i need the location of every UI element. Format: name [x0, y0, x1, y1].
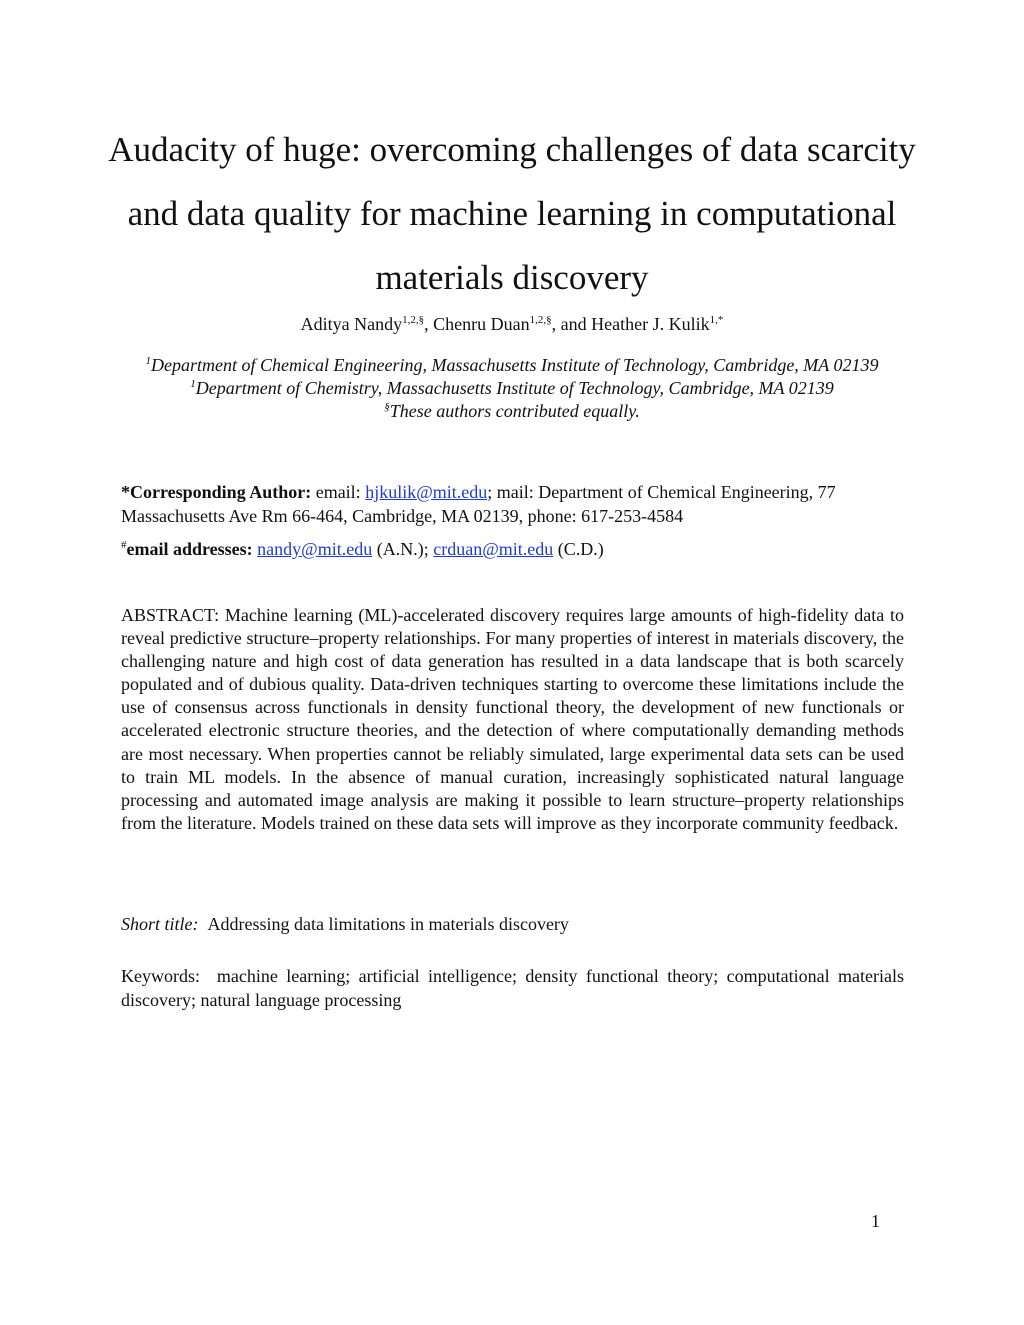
- affiliation-list: [110, 354, 914, 423]
- author-affiliation-marker: 1,2,§: [529, 314, 552, 326]
- author-list: [100, 310, 924, 338]
- keywords-text: machine learning; artificial intelligence; density functional theory; computational materials discovery; natural language processing: [121, 966, 904, 1010]
- corresponding-author: [121, 481, 911, 528]
- author-separator: , and: [551, 314, 592, 334]
- short-title: [121, 912, 904, 936]
- affiliation-marker: 1: [190, 378, 196, 390]
- corresponding-details: ; mail: Department of Chemical Engineering, 77 Massachusetts Ave Rm 66-464, Cambridge, MA 02139, phone: 617-253-4584: [121, 482, 836, 526]
- author-name: Heather J. Kulik: [591, 314, 710, 334]
- nandy-email-link[interactable]: nandy@mit.edu: [257, 539, 373, 559]
- keywords-label: Keywords:: [121, 966, 200, 986]
- corresponding-label: *Corresponding Author:: [121, 482, 312, 502]
- affiliation-marker: 1: [145, 355, 152, 367]
- affiliation: [110, 400, 914, 423]
- affiliation-text: These authors contributed equally.: [389, 401, 640, 421]
- author-affiliation-marker: 1,*: [709, 314, 724, 326]
- email-addresses-label: email addresses:: [126, 539, 253, 559]
- email-addresses: [121, 537, 911, 561]
- affiliation-marker: §: [384, 401, 390, 413]
- corresponding-email-prefix: email:: [311, 482, 366, 502]
- affiliation-text: Department of Chemistry, Massachusetts Institute of Technology, Cambridge, MA 02139: [195, 378, 834, 398]
- keywords: [121, 965, 904, 1012]
- author-name: Chenru Duan: [433, 314, 530, 334]
- author-affiliation-marker: 1,2,§: [402, 314, 425, 326]
- short-title-text: Addressing data limitations in materials discovery: [207, 914, 569, 934]
- email-marker: #: [121, 539, 127, 551]
- email-initials: (C.D.): [553, 539, 604, 559]
- short-title-label: Short title:: [121, 914, 199, 934]
- email-initials: (A.N.);: [372, 539, 434, 559]
- page-number: 1: [871, 1211, 880, 1231]
- affiliation: [110, 377, 914, 400]
- affiliation: [110, 354, 914, 377]
- paper-title: Audacity of huge: overcoming challenges of data scarcity and data quality for machine learning in computational materials discovery: [108, 130, 916, 297]
- affiliation-text: Department of Chemical Engineering, Massachusetts Institute of Technology, Cambridge, MA 02139: [151, 355, 879, 375]
- corresponding-email-link[interactable]: hjkulik@mit.edu: [365, 482, 488, 502]
- author-separator: ,: [424, 314, 434, 334]
- abstract: ABSTRACT: Machine learning (ML)-accelerated discovery requires large amounts of high-fidelity data to reveal predictive structure–property relationships. For many properties of interest in materials discovery, the challenging nature and high cost of data generation has resulted in a data landscape that is both scarcely populated and of dubious quality. Data-driven techniques starting to overcome these limitations include the use of consensus across functionals in density functional theory, the development of new functionals or accelerated electronic structure theories, and the detection of where computationally demanding methods are most necessary. When properties cannot be reliably simulated, large experimental data sets can be used to train ML models. In the absence of manual curation, increasingly sophisticated natural language processing and automated image analysis are making it possible to learn structure–property relationships from the literature. Models trained on these data sets will improve as they incorporate community feedback.: [121, 605, 904, 833]
- duan-email-link[interactable]: crduan@mit.edu: [433, 539, 554, 559]
- author-name: Aditya Nandy: [300, 314, 403, 334]
